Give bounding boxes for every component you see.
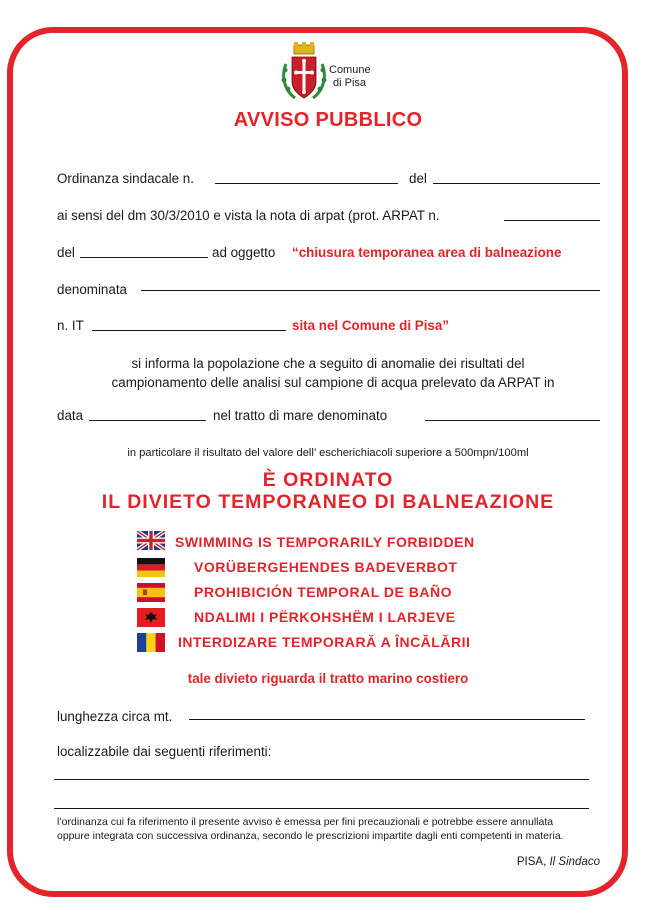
ad-oggetto-label: ad oggetto <box>212 245 276 260</box>
lunghezza-field <box>189 719 585 720</box>
del2-label: del <box>57 245 75 260</box>
riguarda-text: tale divieto riguarda il tratto marino costiero <box>187 671 469 686</box>
tratto-field <box>425 420 600 421</box>
del2-date-field <box>80 257 208 258</box>
it-code-field <box>92 330 286 331</box>
ordinanza-number-field <box>215 183 398 184</box>
language-line-romanian: INTERDIZARE TEMPORARĂ A ÎNCĂLĂRII <box>178 634 471 650</box>
particolare-text: in particolare il risultato del valore dell’ escherichiacoli superiore a 500mpn/100ml <box>127 447 529 459</box>
informa-paragraph <box>0 354 656 392</box>
municipality-name <box>329 64 371 90</box>
n-it-label: n. IT <box>57 318 84 333</box>
spain-flag-icon <box>137 583 165 602</box>
ordinanza-date-field <box>433 183 600 184</box>
riferimenti-field <box>54 779 589 780</box>
note-line-1: l’ordinanza cui fa riferimento il presente avviso è emessa per fini precauzionali e potrebbe essere annullata <box>57 816 554 828</box>
localizzabile-label: localizzabile dai seguenti riferimenti: <box>57 744 272 759</box>
language-line-german: VORÜBERGEHENDES BADEVERBOT <box>194 559 458 575</box>
order-heading <box>0 469 656 513</box>
tratto-label: nel tratto di mare denominato <box>213 408 388 423</box>
language-line-spanish: PROHIBICIÓN TEMPORAL DE BAÑO <box>194 584 452 600</box>
note-line-2: oppure integrata con successiva ordinanza, secondo le prescrizioni impartite dagli enti competenti in materia. <box>57 830 564 842</box>
municipality-line-2: di Pisa <box>333 77 367 89</box>
lunghezza-label: lunghezza circa mt. <box>57 709 173 724</box>
oggetto-value: “chiusura temporanea area di balneazione <box>292 245 562 260</box>
germany-flag-icon <box>137 558 165 577</box>
romania-flag-icon <box>137 633 165 652</box>
informa-line-1: si informa la popolazione che a seguito di anomalie dei risultati del <box>131 356 525 371</box>
del-label: del <box>409 171 427 186</box>
notice-border <box>7 27 628 897</box>
note-divider <box>54 808 589 809</box>
page-title: AVVISO PUBBLICO <box>233 109 423 131</box>
language-line-albanian: NDALIMI I PËRKOHSHËM I LARJEVE <box>194 609 456 625</box>
data-field <box>89 420 206 421</box>
data-label: data <box>57 408 84 423</box>
ordinanza-label: Ordinanza sindacale n. <box>57 171 194 186</box>
signature-place: PISA, <box>516 856 547 868</box>
ai-sensi-text: ai sensi del dm 30/3/2010 e vista la nota di arpat (prot. ARPAT n. <box>57 208 440 223</box>
signature-role: Il Sindaco <box>549 856 600 868</box>
informa-line-2: campionamento delle analisi sul campione di acqua prelevato da ARPAT in <box>111 375 555 390</box>
disclaimer-note <box>57 815 602 843</box>
municipality-line-1: Comune <box>329 64 371 76</box>
uk-flag-icon <box>137 531 165 550</box>
order-line-2: IL DIVIETO TEMPORANEO DI BALNEAZIONE <box>101 491 555 513</box>
language-line-english: SWIMMING IS TEMPORARILY FORBIDDEN <box>175 534 475 550</box>
signature <box>517 856 600 868</box>
prot-arpat-field <box>504 220 600 221</box>
denominata-label: denominata <box>57 282 127 297</box>
denominata-field <box>141 290 600 291</box>
sita-text: sita nel Comune di Pisa” <box>292 318 450 333</box>
albania-flag-icon <box>137 608 165 627</box>
pisa-coat-of-arms-icon <box>281 42 327 106</box>
order-line-1: È ORDINATO <box>262 469 394 491</box>
